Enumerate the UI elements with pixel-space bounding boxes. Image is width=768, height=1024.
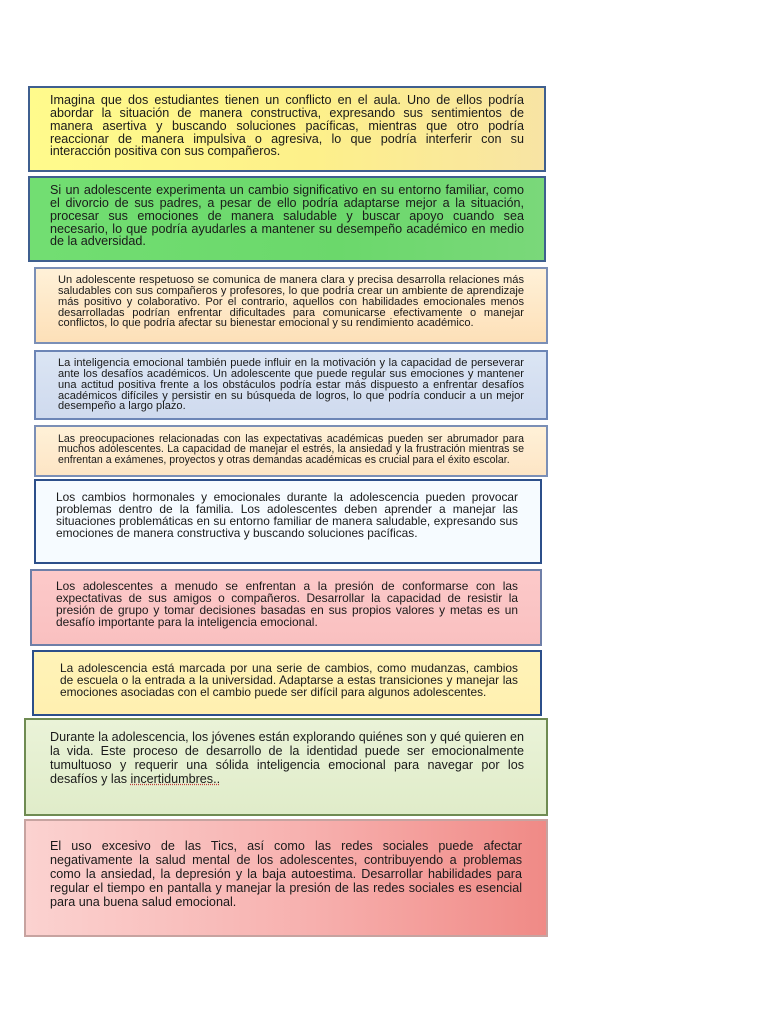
card-serie-cambios — [32, 650, 542, 716]
card-text: Las preocupaciones relacionadas con las expectativas académicas pueden ser abrumador para muchos adolescentes. La capacidad de manejar el estrés, la ansiedad y la frustración mientras se enfrentan a exámenes, proyectos y otras demandas académicas es crucial para el éxito escolar. — [58, 433, 524, 466]
card-text: La adolescencia está marcada por una serie de cambios, como mudanzas, cambios de escuela o la entrada a la universidad. Adaptarse a estas transiciones y manejar las emociones asociadas con el cambio puede ser difícil para algunos adolescentes. — [60, 661, 518, 700]
card-text: El uso excesivo de las Tics, así como las redes sociales puede afectar negativamente la salud mental de los adolescentes, contribuyendo a problemas como la ansiedad, la depresión y la baja autoestima. Desarrollar habilidades para regular el tiempo en pantalla y manejar la presión de las redes sociales es esencial para una buena salud emocional. — [50, 839, 522, 910]
card-preocupaciones — [34, 425, 548, 477]
card-uso-tics — [24, 819, 548, 937]
card-identidad — [24, 718, 548, 816]
card-presion-conformarse — [30, 569, 542, 646]
card-adolescente-respetuoso — [34, 267, 548, 344]
card-cambio-familiar — [28, 176, 546, 262]
card-text: Si un adolescente experimenta un cambio significativo en su entorno familiar, como el divorcio de sus padres, a pesar de ello podría adaptarse mejor a la situación, procesar sus emociones de manera saludable y buscar apoyo cuando sea necesario, lo que podría ayudarles a mantener su desempeño académico en medio de la adversidad. — [50, 183, 524, 249]
card-text-underlined: incertidumbres.. — [130, 772, 221, 787]
card-cambios-hormonales — [34, 479, 542, 564]
card-motivacion — [34, 350, 548, 420]
card-text-main: Durante la adolescencia, los jóvenes están explorando quiénes son y qué quieren en la vida. Este proceso de desarrollo de la identidad puede ser emocionalmente tumultuoso y requerir una sólida inteligencia emocional para navegar por los desafíos y las — [50, 730, 524, 787]
card-text: Los cambios hormonales y emocionales durante la adolescencia pueden provocar problemas dentro de la familia. Los adolescentes deben aprender a manejar las situaciones problemáticas en su entorno familiar de manera saludable, expresando sus emociones de manera constructiva y buscando soluciones pacíficas. — [56, 490, 518, 541]
card-conflicto-aula — [28, 86, 546, 172]
card-text: La inteligencia emocional también puede influir en la motivación y la capacidad de perseverar ante los desafíos académicos. Un adolescente que puede regular sus emociones y mantener una actitud positiva frente a los obstáculos podría estar más dispuesto a enfrentar desafíos académicos difíciles y persistir en su búsqueda de logros, lo que podría conducir a un mejor desempeño a largo plazo. — [58, 357, 524, 413]
card-text — [50, 730, 524, 786]
card-text: Un adolescente respetuoso se comunica de manera clara y precisa desarrolla relaciones más saludables con sus compañeros y profesores, lo que podría crear un ambiente de aprendizaje más positivo y colaborativo. Por el contrario, aquellos con habilidades emocionales menos desarrolladas podrían enfrentar dificultades para comunicarse efectivamente o manejar conflictos, lo que podría afectar su bienestar emocional y su rendimiento académico. — [58, 274, 524, 330]
card-text: Los adolescentes a menudo se enfrentan a la presión de conformarse con las expectativas de sus amigos o compañeros. Desarrollar la capacidad de resistir la presión de grupo y tomar decisiones basadas en sus propios valores y metas es un desafío importante para la inteligencia emocional. — [56, 579, 518, 630]
card-text: Imagina que dos estudiantes tienen un conflicto en el aula. Uno de ellos podría abordar la situación de manera constructiva, expresando sus sentimientos de manera asertiva y buscando soluciones pacíficas, mientras que otro podría reaccionar de manera impulsiva o agresiva, lo que podría interferir con su interacción positiva con sus compañeros. — [50, 93, 524, 159]
